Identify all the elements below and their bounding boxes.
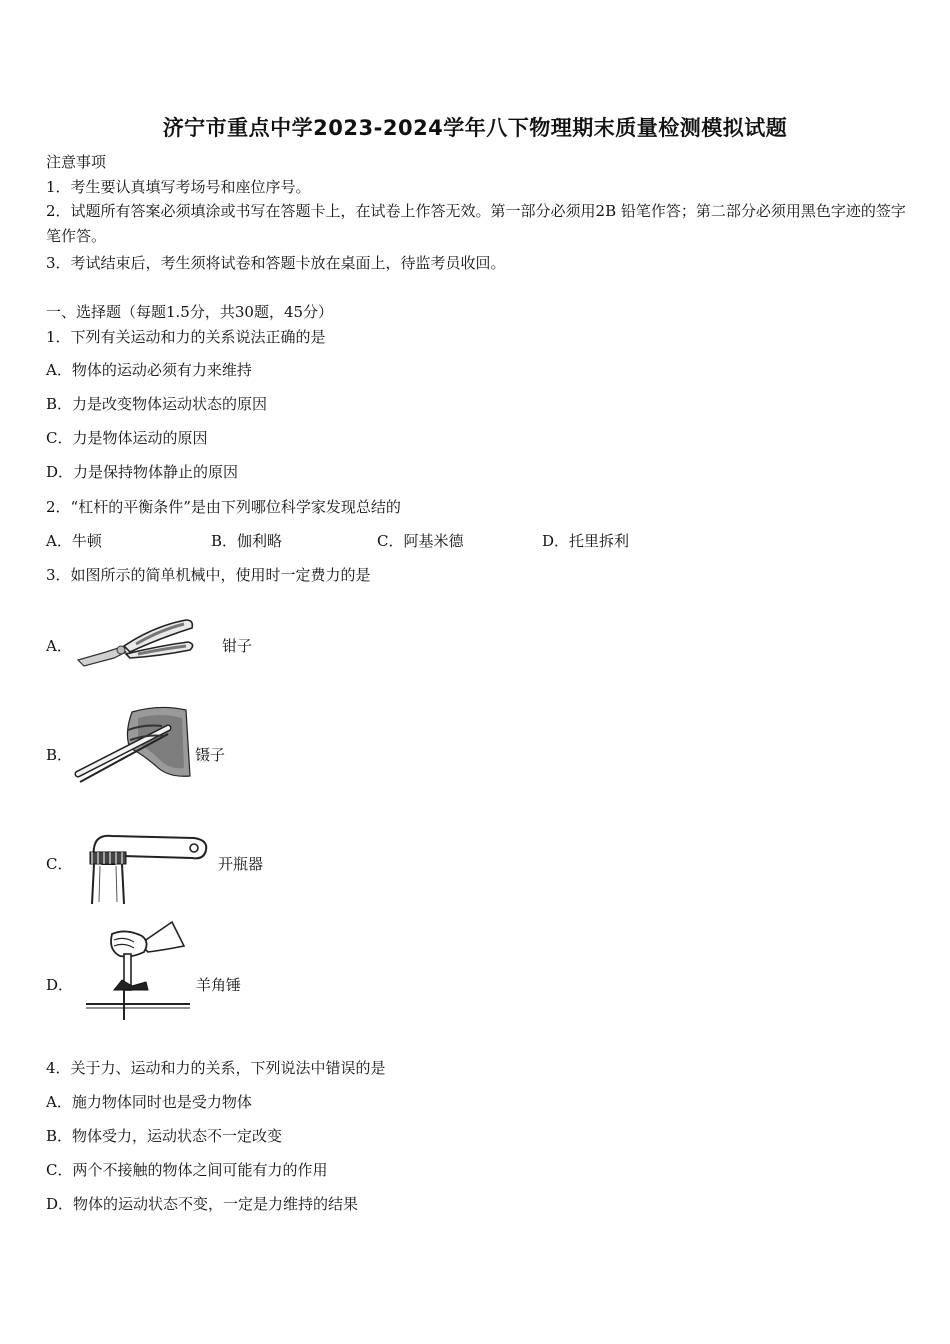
notice-item-3: 3．考试结束后，考生须将试卷和答题卡放在桌面上，待监考员收回。	[46, 254, 506, 272]
question-3-option-a-caption: 钳子	[222, 637, 253, 655]
question-4-option-d[interactable]: D．物体的运动状态不变，一定是力维持的结果	[46, 1195, 359, 1213]
question-3-option-b-caption: 镊子	[195, 746, 226, 764]
question-4-option-c[interactable]: C．两个不接触的物体之间可能有力的作用	[46, 1161, 328, 1179]
question-1-stem: 1．下列有关运动和力的关系说法正确的是	[46, 328, 326, 346]
question-2-option-d[interactable]: D．托里拆利	[542, 532, 630, 550]
question-1-option-d[interactable]: D．力是保持物体静止的原因	[46, 463, 239, 481]
question-1-option-a[interactable]: A．物体的运动必须有力来维持	[46, 361, 252, 379]
question-4-stem: 4．关于力、运动和力的关系，下列说法中错误的是	[46, 1059, 386, 1077]
question-3-option-c-caption: 开瓶器	[218, 855, 264, 873]
tweezers-icon[interactable]	[72, 704, 194, 786]
question-2-option-b[interactable]: B．伽利略	[211, 532, 283, 550]
question-3-option-d-letter[interactable]: D．	[46, 976, 74, 994]
question-2-stem: 2．“杠杆的平衡条件”是由下列哪位科学家发现总结的	[46, 498, 401, 516]
question-2-option-c[interactable]: C．阿基米德	[377, 532, 464, 550]
bottle-opener-icon[interactable]	[82, 830, 212, 906]
notice-heading: 注意事项	[46, 153, 107, 171]
page-title: 济宁市重点中学2023-2024学年八下物理期末质量检测模拟试题	[162, 116, 788, 140]
section-heading: 一、选择题（每题1.5分，共30题，45分）	[46, 303, 334, 321]
question-3-option-d-caption: 羊角锤	[196, 976, 242, 994]
claw-hammer-icon[interactable]	[84, 920, 196, 1022]
notice-item-2: 2．试题所有答案必须填涂或书写在答题卡上，在试卷上作答无效。第一部分必须用2B 铅笔作答；第二部分必须用黑色字迹的签字笔作答。	[46, 202, 906, 245]
question-1-option-c[interactable]: C．力是物体运动的原因	[46, 429, 208, 447]
question-3-option-b-letter[interactable]: B．	[46, 746, 73, 764]
question-4-option-b[interactable]: B．物体受力，运动状态不一定改变	[46, 1127, 283, 1145]
question-3-option-a-letter[interactable]: A．	[46, 637, 72, 655]
question-3-option-c-letter[interactable]: C．	[46, 855, 73, 873]
pliers-icon[interactable]	[74, 612, 200, 674]
question-2-option-a[interactable]: A．牛顿	[46, 532, 102, 550]
question-4-option-a[interactable]: A．施力物体同时也是受力物体	[46, 1093, 252, 1111]
question-1-option-b[interactable]: B．力是改变物体运动状态的原因	[46, 395, 268, 413]
question-3-stem: 3．如图所示的简单机械中，使用时一定费力的是	[46, 566, 371, 584]
notice-item-1: 1．考生要认真填写考场号和座位序号。	[46, 178, 311, 196]
